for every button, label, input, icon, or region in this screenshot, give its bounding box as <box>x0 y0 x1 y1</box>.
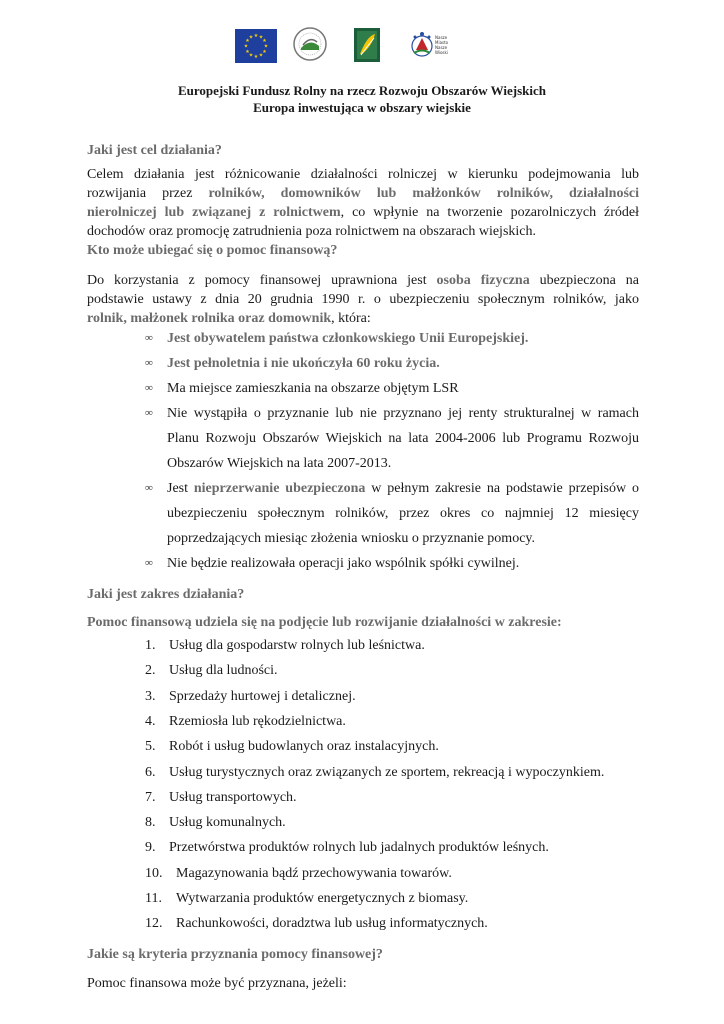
bullet-symbol-icon: ∞ <box>145 382 153 394</box>
list-item-number: 8. <box>145 815 156 831</box>
list-item-text: Robót i usług budowlanych oraz instalacyjnych. <box>169 739 439 755</box>
list-item-text: Usług komunalnych. <box>169 815 286 831</box>
eu-flag-icon <box>235 29 277 63</box>
emphasis-text: Jest pełnoletnia i nie ukończyła 60 roku życia. <box>167 356 440 371</box>
svg-text:★: ★ <box>253 54 259 60</box>
list-item <box>145 638 425 654</box>
list-item-number: 7. <box>145 789 156 805</box>
lgd-logo-text-3: Nasze <box>435 45 448 50</box>
list-item <box>145 714 346 730</box>
svg-text:★: ★ <box>258 34 264 41</box>
rural-development-logo-icon <box>292 26 328 62</box>
paragraph-line: dochodów oraz promocję zatrudnienia poza rolnictwem na obszarach wiejskich. <box>87 224 536 239</box>
list-item-number: 10. <box>145 865 163 881</box>
list-item-number: 1. <box>145 638 156 653</box>
lgd-logo-text-4: Wioski <box>435 50 448 55</box>
list-item-text: Usług turystycznych oraz związanych ze sportem, rekreacją i wypoczynkiem. <box>169 764 605 780</box>
svg-text:★: ★ <box>248 34 254 41</box>
section1-paragraph <box>87 165 639 241</box>
svg-text:★: ★ <box>245 38 250 44</box>
paragraph-line: rozwijania przez rolników, domowników lub małżonków rolników, działalności <box>87 186 639 201</box>
section3-subheading: Pomoc finansową udziela się na podjęcie lub rozwijanie działalności w zakresie: <box>87 615 562 630</box>
list-item-text: Sprzedaży hurtowej i detalicznej. <box>169 688 356 704</box>
list-item-number: 2. <box>145 663 156 679</box>
svg-text:★: ★ <box>253 33 259 39</box>
bullet-line: Planu Rozwoju Obszarów Wiejskich na lata 2004-2006 lub Programu Rozwoju <box>167 431 639 446</box>
bullet-line: poprzedzających miesiąc złożenia wniosku o przyznanie pomocy. <box>167 531 535 546</box>
paragraph-line: rolnik, małżonek rolnika oraz domownik, która: <box>87 311 371 326</box>
section2-paragraph <box>87 271 639 328</box>
header-line-1: Europejski Fundusz Rolny na rzecz Rozwoju Obszarów Wiejskich <box>178 83 546 98</box>
list-item <box>145 790 297 806</box>
bullet-line: Nie będzie realizowała operacji jako wspólnik spółki cywilnej. <box>167 556 520 571</box>
bullet-line: Obszarów Wiejskich na lata 2007-2013. <box>167 456 392 471</box>
svg-text:★: ★ <box>245 49 250 55</box>
bullet-line: ubezpieczeniu społecznym rolników, przez okres co najmniej 12 miesięcy <box>167 506 639 521</box>
bullet-line <box>167 326 639 351</box>
list-item <box>145 663 278 679</box>
list-item-text: Usług dla ludności. <box>169 663 278 679</box>
list-item-number: 12. <box>145 916 163 932</box>
bullet-symbol-icon: ∞ <box>145 482 153 494</box>
bullet-symbol-icon: ∞ <box>145 357 153 369</box>
section1-heading: Jaki jest cel działania? <box>87 143 222 158</box>
paragraph-line: Celem działania jest różnicowanie działalności rolniczej w kierunku podejmowania lub <box>87 167 639 182</box>
leader-logo-icon <box>354 28 380 62</box>
svg-text:★: ★ <box>248 52 254 59</box>
bullet-line: Jest nieprzerwanie ubezpieczona w pełnym zakresie na podstawie przepisów o <box>167 481 639 496</box>
list-item-number: 4. <box>145 713 156 729</box>
list-item-text: Magazynowania bądź przechowywania towarów. <box>176 865 452 881</box>
list-item-number: 9. <box>145 840 156 856</box>
emphasis-text: rolników, domowników lub małżonków rolników, działalności <box>208 186 639 201</box>
list-item-number: 6. <box>145 764 156 780</box>
list-item <box>145 840 549 856</box>
list-item-text: Usług transportowych. <box>169 789 297 805</box>
logo-bar <box>0 26 724 68</box>
list-item-text: Rachunkowości, doradztwa lub usług informatycznych. <box>176 916 488 932</box>
emphasis-text: Jest obywatelem państwa członkowskiego Unii Europejskiej. <box>167 331 529 346</box>
lgd-logo-text-2: Miasto <box>435 40 449 45</box>
section4-heading: Jakie są kryteria przyznania pomocy finansowej? <box>87 947 383 962</box>
bullet-symbol-icon: ∞ <box>145 407 153 419</box>
paragraph-line: podstawie ustawy z dnia 20 grudnia 1990 r. o ubezpieczeniu społecznym rolników, jako <box>87 292 639 307</box>
paragraph-line: nierolniczej lub związanej z rolnictwem, co wpłynie na tworzenie pozarolniczych źródeł <box>87 205 639 220</box>
list-item <box>145 739 439 755</box>
bullet-symbol-icon: ∞ <box>145 332 153 344</box>
list-item-text: Rzemiosła lub rękodzielnictwa. <box>169 713 346 729</box>
emphasis-text: osoba fizyczna <box>436 273 530 288</box>
header-line-2: Europa inwestująca w obszary wiejskie <box>253 100 471 115</box>
list-item <box>145 916 488 932</box>
bullet-line: Nie wystąpiła o przyznanie lub nie przyznano jej renty strukturalnej w ramach <box>167 406 639 421</box>
emphasis-text: nieprzerwanie ubezpieczona <box>193 481 366 496</box>
list-item-text: Wytwarzania produktów energetycznych z biomasy. <box>176 891 469 906</box>
section3-heading: Jaki jest zakres działania? <box>87 587 245 602</box>
svg-text:★: ★ <box>258 52 264 59</box>
emphasis-text: nierolniczej lub związanej z rolnictwem <box>87 205 341 220</box>
bullet-symbol-icon: ∞ <box>145 557 153 569</box>
list-item-number: 3. <box>145 688 156 704</box>
bullet-line: Ma miejsce zamieszkania na obszarze objętym LSR <box>167 381 459 396</box>
list-item <box>145 815 286 831</box>
list-item <box>145 689 356 705</box>
svg-text:★: ★ <box>262 49 267 55</box>
list-item <box>145 891 468 907</box>
svg-text:★: ★ <box>262 38 267 44</box>
list-item-text: Przetwórstwa produktów rolnych lub jadalnych produktów leśnych. <box>169 840 549 856</box>
document-header <box>0 82 724 116</box>
paragraph-line: Do korzystania z pomocy finansowej uprawniona jest osoba fizyczna ubezpieczona na <box>87 273 639 288</box>
section4-text: Pomoc finansowa może być przyznana, jeżeli: <box>87 976 347 991</box>
list-item-number: 11. <box>145 891 162 906</box>
svg-text:★: ★ <box>243 43 249 50</box>
lgd-logo-text-1: Nasze <box>435 35 448 40</box>
list-item <box>145 765 604 781</box>
section2-heading: Kto może ubiegać się o pomoc finansową? <box>87 243 338 258</box>
bullet-line <box>167 351 639 376</box>
lgd-logo-icon <box>410 26 458 66</box>
list-item-text: Usług dla gospodarstw rolnych lub leśnictwa. <box>169 638 425 653</box>
svg-text:★: ★ <box>263 43 269 50</box>
list-item <box>145 866 452 882</box>
emphasis-text: rolnik, małżonek rolnika oraz domownik <box>87 311 332 326</box>
list-item-number: 5. <box>145 739 156 755</box>
